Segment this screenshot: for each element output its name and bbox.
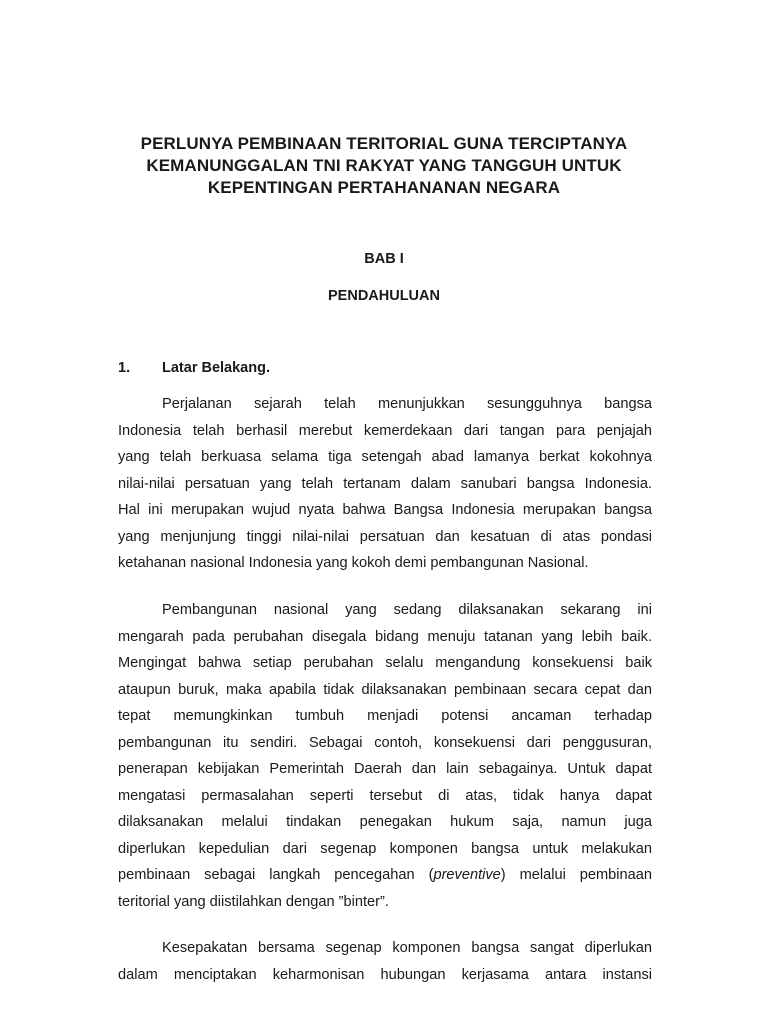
paragraph-line: mengarah pada perubahan disegala bidang menuju tatanan yang lebih baik. — [118, 628, 652, 645]
italic-term: preventive — [433, 867, 501, 883]
paragraph-line: ataupun buruk, maka apabila tidak dilaksanakan pembinaan secara cepat dan — [118, 681, 652, 698]
paragraph-line: Pembangunan nasional yang sedang dilaksanakan sekarang ini — [162, 602, 652, 618]
paragraph-line: Perjalanan sejarah telah menunjukkan sesungguhnya bangsa — [162, 396, 652, 412]
paragraph-line: Mengingat bahwa setiap perubahan selalu mengandung konsekuensi baik — [118, 655, 652, 671]
paragraph-line-italic — [118, 862, 652, 889]
paragraph-line: tepat memungkinkan tumbuh menjadi potensi ancaman terhadap — [118, 708, 652, 724]
title-line: KEPENTINGAN PERTAHANANAN NEGARA — [207, 178, 561, 197]
section-number: 1. — [118, 360, 131, 376]
document-title — [90, 133, 678, 199]
paragraph-line: yang telah berkuasa selama tiga setengah abad lamanya berkat kokohnya — [118, 449, 652, 465]
paragraph-line: dalam menciptakan keharmonisan hubungan kerjasama antara instansi — [118, 966, 652, 983]
paragraph-line: diperlukan kepedulian dari segenap komponen bangsa untuk melakukan — [118, 840, 652, 857]
paragraph-line: Indonesia telah berhasil merebut kemerdekaan dari tangan para penjajah — [118, 422, 652, 439]
paragraph-3 — [118, 935, 652, 988]
paragraph-2 — [118, 597, 652, 915]
text-segment: pembinaan sebagai langkah pencegahan ( — [118, 867, 434, 883]
chapter-number: BAB I — [364, 251, 404, 267]
paragraph-line: Hal ini merupakan wujud nyata bahwa Bangsa Indonesia merupakan bangsa — [118, 502, 652, 518]
paragraph-1 — [118, 391, 652, 577]
paragraph-line: ketahanan nasional Indonesia yang kokoh demi pembangunan Nasional. — [118, 555, 589, 571]
title-line: PERLUNYA PEMBINAAN TERITORIAL GUNA TERCIPTANYA — [140, 134, 628, 153]
paragraph-line: nilai-nilai persatuan yang telah tertanam dalam sanubari bangsa Indonesia. — [118, 475, 652, 492]
paragraph-line: dilaksanakan melalui tindakan penegakan hukum saja, namun juga — [118, 814, 652, 830]
text-segment: ) melalui pembinaan — [500, 867, 652, 883]
paragraph-line: Kesepakatan bersama segenap komponen bangsa sangat diperlukan — [162, 940, 652, 956]
section-title: Latar Belakang. — [162, 360, 270, 376]
paragraph-line: yang menjunjung tinggi nilai-nilai persatuan dan kesatuan di atas pondasi — [118, 528, 652, 545]
section-heading — [118, 358, 270, 378]
paragraph-line: penerapan kebijakan Pemerintah Daerah dan lain sebagainya. Untuk dapat — [118, 761, 652, 777]
chapter-title: PENDAHULUAN — [328, 288, 440, 304]
title-line: KEMANUNGGALAN TNI RAKYAT YANG TANGGUH UNTUK — [146, 156, 622, 175]
paragraph-line: pembangunan itu sendiri. Sebagai contoh, konsekuensi dari penggusuran, — [118, 734, 652, 751]
paragraph-line: teritorial yang diistilahkan dengan ”binter”. — [118, 893, 389, 910]
paragraph-line: mengatasi permasalahan seperti tersebut di atas, tidak hanya dapat — [118, 787, 652, 804]
